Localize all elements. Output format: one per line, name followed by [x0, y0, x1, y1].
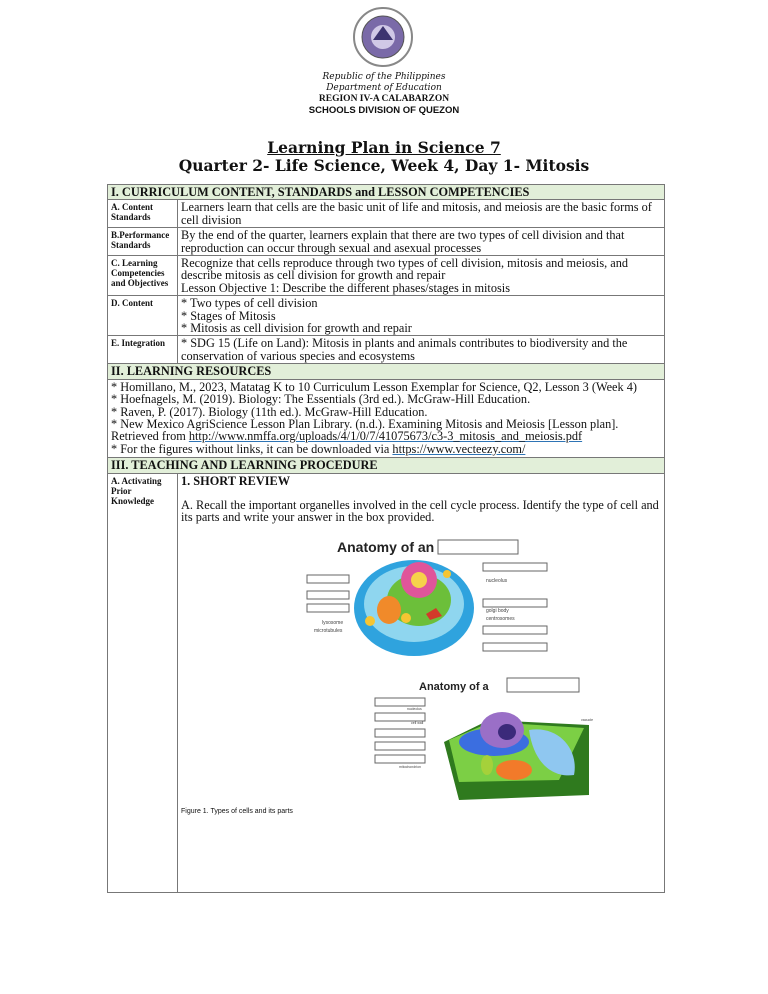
competencies-text: Recognize that cells reproduce through two types of cell division, mitosis and meiosis, and describe mitosis as cell division for growth and repair — [181, 256, 629, 283]
republic-line: Republic of the Philippines — [322, 72, 446, 82]
deped-seal-logo — [351, 6, 415, 68]
resource-item: * Homillano, M., 2023, Matatag K to 10 Curriculum Lesson Exemplar for Science, Q2, Lesson 3 (Week 4) — [111, 379, 637, 394]
label-nucleolus: nucleolus — [407, 706, 422, 711]
section-2-heading: II. LEARNING RESOURCES — [108, 364, 665, 379]
answer-box[interactable] — [438, 540, 518, 554]
content-item: * Stages of Mitosis — [181, 308, 276, 323]
title-line-2: Quarter 2- Life Science, Week 4, Day 1- Mitosis — [178, 156, 590, 175]
lesson-objective: Lesson Objective 1: Describe the different phases/stages in mitosis — [181, 280, 510, 295]
plant-cell-figure — [359, 670, 599, 800]
label-microtubules: microtubules — [314, 627, 343, 634]
instruction-text: A. Recall the important organelles involved in the cell cycle process. Identify the type of cell and its parts and write your answer in the box provided. — [181, 497, 659, 525]
row-label: B.Performance Standards — [108, 228, 178, 256]
figure-caption: Figure 1. Types of cells and its parts — [181, 807, 293, 815]
row-label: A. Activating Prior Knowledge — [108, 473, 178, 892]
row-label: D. Content — [108, 296, 178, 336]
resource-item: * Raven, P. (2017). Biology (11th ed.). McGraw-Hill Education. — [111, 404, 428, 419]
title-line-1: Learning Plan in Science 7 — [267, 138, 501, 157]
resource-item: * New Mexico AgriScience Lesson Plan Library. (n.d.). Examining Mitosis and Meiosis [Lesson plan]. — [111, 416, 619, 431]
resource-item: * Hoefnagels, M. (2019). Biology: The Essentials (3rd ed.). McGraw-Hill Education. — [111, 392, 531, 407]
nmffa-link[interactable]: http://www.nmffa.org/uploads/4/1/0/7/41075673/c3-3_mitosis_and_meiosis.pdf — [188, 429, 583, 444]
integration-text: * SDG 15 (Life on Land): Mitosis in plants and animals contributes to biodiversity and the conservation of various species and ecosystems — [178, 336, 665, 364]
figures-prefix: * For the figures without links, it can be downloaded via — [111, 441, 393, 456]
label-vacuole: vacuole — [581, 717, 594, 722]
region-line: REGION IV-A CALABARZON — [318, 94, 450, 104]
section-3-heading: III. TEACHING AND LEARNING PROCEDURE — [108, 458, 665, 473]
content-standards-text: Learners learn that cells are the basic unit of life and mitosis, and meiosis are the basic forms of cell division — [178, 200, 665, 228]
animal-cell-title: Anatomy of an — [337, 538, 435, 555]
vecteezy-link[interactable]: https://www.vecteezy.com/ — [392, 441, 526, 456]
animal-cell-figure — [254, 530, 574, 670]
label-centrosomes: centrosomes — [486, 615, 515, 622]
learning-plan-table — [107, 184, 665, 893]
performance-standards-text: By the end of the quarter, learners explain that there are two types of cell division and that reproduction can occur through sexual and asexual processes — [178, 228, 665, 256]
label-mitochondrion: mitochondrion — [399, 764, 421, 769]
content-item: * Mitosis as cell division for growth and repair — [181, 321, 412, 336]
department-line: Department of Education — [326, 83, 442, 93]
label-cell-wall: cell wall — [411, 720, 424, 725]
label-nucleolus: nucleolus — [486, 577, 508, 584]
label-lysosome: lysosome — [322, 619, 344, 626]
section-1-heading: I. CURRICULUM CONTENT, STANDARDS and LESSON COMPETENCIES — [108, 185, 665, 200]
division-line: SCHOOLS DIVISION OF QUEZON — [308, 105, 460, 116]
answer-box[interactable] — [507, 678, 579, 692]
row-label: A. Content Standards — [108, 200, 178, 228]
row-label: E. Integration — [108, 336, 178, 364]
content-item: * Two types of cell division — [181, 296, 318, 311]
label-golgi: golgi body — [486, 607, 509, 614]
short-review-heading: 1. SHORT REVIEW — [181, 473, 291, 488]
plant-cell-title: Anatomy of a — [419, 680, 489, 693]
row-label: C. Learning Competencies and Objectives — [108, 256, 178, 296]
retrieved-prefix: Retrieved from — [111, 429, 189, 444]
